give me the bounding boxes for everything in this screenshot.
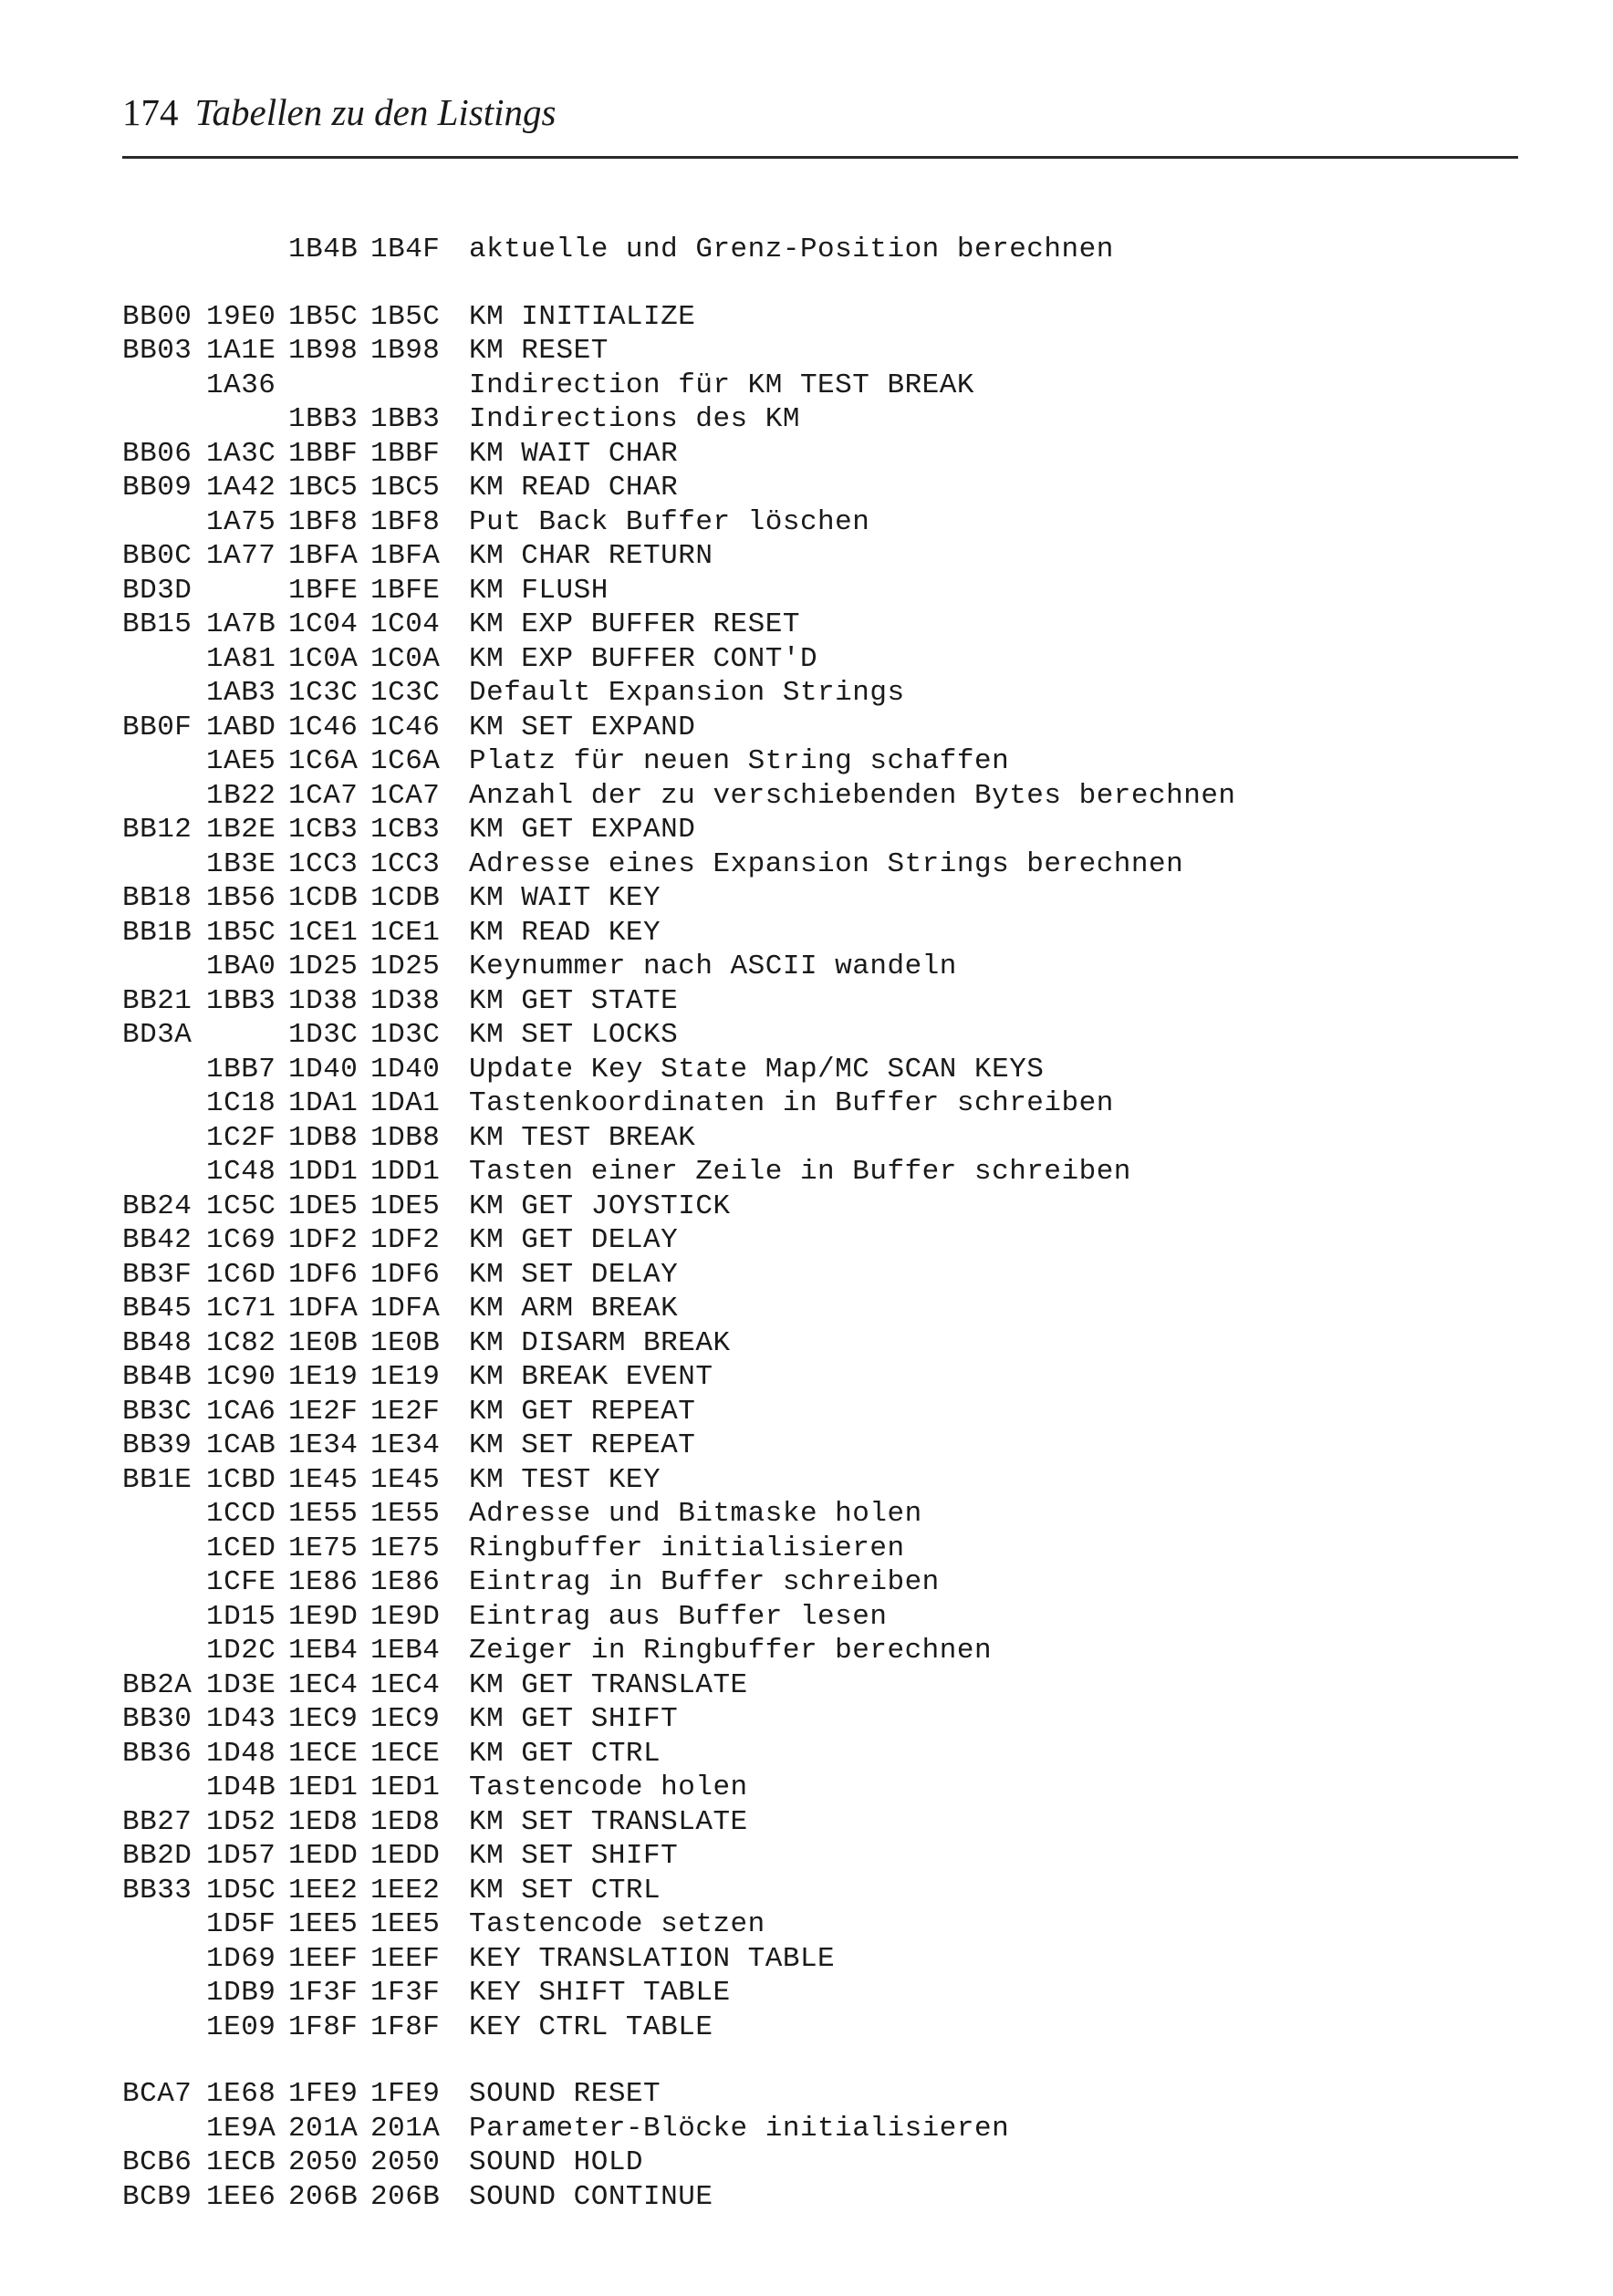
address-cpc664: 1C71 <box>206 1293 276 1325</box>
address-cpc664: 1ABD <box>206 711 276 743</box>
address-cpc664: 1ECB <box>206 2146 276 2178</box>
address-cpc464: BCB6 <box>122 2146 193 2178</box>
address-cpc6128-b: 1BFA <box>370 540 441 572</box>
address-cpc464: BB27 <box>122 1805 193 1838</box>
address-cpc664: 1C82 <box>206 1326 276 1359</box>
routine-description: KM GET CTRL <box>469 1737 661 1770</box>
address-cpc6128-a: 1D25 <box>288 951 359 982</box>
routine-description: SOUND CONTINUE <box>469 2180 713 2213</box>
address-cpc6128-b: 1EE2 <box>370 1874 441 1906</box>
address-cpc6128-b: 1E86 <box>370 1566 441 1598</box>
routine-description: Tastencode holen <box>469 1771 748 1803</box>
page-title: Tabellen zu den Listings <box>194 91 557 133</box>
address-cpc6128-b: 1EE5 <box>370 1908 441 1940</box>
address-cpc664: 1D52 <box>206 1805 276 1838</box>
address-cpc6128-b: 1DB8 <box>370 1121 441 1154</box>
address-cpc6128-a: 1E2F <box>288 1395 359 1428</box>
address-cpc464: BD3A <box>122 1019 193 1051</box>
routine-description: KM GET REPEAT <box>469 1395 696 1428</box>
address-cpc664: 1CA6 <box>206 1395 276 1428</box>
address-cpc6128-a: 1C04 <box>288 608 359 640</box>
address-cpc664: 1A3C <box>206 437 276 470</box>
address-cpc6128-a: 1CB3 <box>288 814 359 846</box>
address-cpc664: 1A77 <box>206 540 276 572</box>
routine-description: KM SET TRANSLATE <box>469 1805 748 1838</box>
routine-description: KM WAIT KEY <box>469 882 661 914</box>
address-cpc664: 1EE6 <box>206 2180 276 2213</box>
address-cpc6128-b: 1E9D <box>370 1600 441 1633</box>
routine-description: KM SET CTRL <box>469 1874 661 1906</box>
address-cpc6128-b: 1E45 <box>370 1463 441 1496</box>
routine-description: Keynummer nach ASCII wandeln <box>469 951 957 982</box>
address-cpc6128-a: 1E55 <box>288 1498 359 1530</box>
address-cpc6128-b: 1EC9 <box>370 1703 441 1735</box>
address-cpc6128-b: 1ED8 <box>370 1805 441 1838</box>
address-cpc464: BB48 <box>122 1326 193 1359</box>
address-cpc664: 1A7B <box>206 608 276 640</box>
address-cpc6128-a: 1BFA <box>288 540 359 572</box>
address-cpc6128-b: 1C04 <box>370 608 441 640</box>
address-cpc464: BB00 <box>122 300 193 333</box>
address-cpc6128-b: 201A <box>370 2112 441 2145</box>
address-cpc464: BB1B <box>122 916 193 949</box>
address-cpc664: 1AB3 <box>206 677 276 709</box>
routine-description: SOUND RESET <box>469 2078 661 2110</box>
address-cpc664: 1B56 <box>206 882 276 914</box>
address-cpc6128-a: 1C6A <box>288 745 359 777</box>
address-cpc464: BB03 <box>122 335 193 367</box>
address-cpc664: 1DB9 <box>206 1977 276 2009</box>
address-cpc464: BB33 <box>122 1874 193 1906</box>
routine-description: Indirections des KM <box>469 403 800 435</box>
address-cpc6128-a: 1BB3 <box>288 403 359 435</box>
address-cpc464: BB06 <box>122 437 193 470</box>
address-cpc6128-b: 1C0A <box>370 642 441 675</box>
address-cpc6128-b: 1E55 <box>370 1498 441 1530</box>
routine-description: Put Back Buffer löschen <box>469 505 870 538</box>
routine-description: KM BREAK EVENT <box>469 1361 713 1393</box>
address-cpc664: 19E0 <box>206 300 276 333</box>
address-cpc6128-b: 1BBF <box>370 437 441 470</box>
address-cpc6128-a: 1CC3 <box>288 847 359 880</box>
address-cpc6128-b: 1EDD <box>370 1840 441 1872</box>
address-cpc464: BB18 <box>122 882 193 914</box>
address-cpc6128-a: 1C0A <box>288 642 359 675</box>
routine-description: Tasten einer Zeile in Buffer schreiben <box>469 1156 1131 1188</box>
routine-description: KEY TRANSLATION TABLE <box>469 1942 836 1975</box>
address-cpc6128-b: 1E0B <box>370 1326 441 1359</box>
address-cpc6128-a: 1E19 <box>288 1361 359 1393</box>
address-cpc464: BCB9 <box>122 2180 193 2213</box>
address-cpc664: 1BA0 <box>206 951 276 982</box>
address-cpc664: 1BB7 <box>206 1053 276 1086</box>
routine-description: Platz für neuen String schaffen <box>469 745 1010 777</box>
routine-description: KM CHAR RETURN <box>469 540 713 572</box>
address-cpc6128-b: 1ED1 <box>370 1771 441 1803</box>
address-cpc6128-b: 1EC4 <box>370 1668 441 1701</box>
address-cpc6128-a: 1D40 <box>288 1053 359 1086</box>
address-cpc664: 1B5C <box>206 916 276 949</box>
address-cpc6128-a: 1DF2 <box>288 1224 359 1256</box>
address-cpc6128-b: 1B4F <box>370 234 441 265</box>
address-cpc6128-a: 1EB4 <box>288 1635 359 1667</box>
address-cpc6128-b: 1E75 <box>370 1532 441 1564</box>
routine-description: KM GET JOYSTICK <box>469 1190 731 1222</box>
routine-description: Ringbuffer initialisieren <box>469 1532 905 1564</box>
address-cpc464: BB09 <box>122 472 193 504</box>
address-cpc6128-a: 1E0B <box>288 1326 359 1359</box>
address-cpc664: 1CAB <box>206 1429 276 1461</box>
address-cpc464: BB2D <box>122 1840 193 1872</box>
address-cpc664: 1B3E <box>206 847 276 880</box>
routine-description: KM READ CHAR <box>469 472 679 504</box>
routine-description: KEY CTRL TABLE <box>469 2010 713 2043</box>
address-cpc6128-b: 1E34 <box>370 1429 441 1461</box>
routine-description: Anzahl der zu verschiebenden Bytes berechnen <box>469 779 1236 812</box>
address-cpc464: BB42 <box>122 1224 193 1256</box>
address-cpc464: BB24 <box>122 1190 193 1222</box>
address-cpc6128-a: 1FE9 <box>288 2078 359 2110</box>
address-cpc664: 1E09 <box>206 2010 276 2043</box>
address-cpc6128-b: 1DF2 <box>370 1224 441 1256</box>
address-cpc6128-a: 1EDD <box>288 1840 359 1872</box>
address-cpc464: BB21 <box>122 984 193 1017</box>
routine-description: KM WAIT CHAR <box>469 437 679 470</box>
address-cpc464: BB3F <box>122 1258 193 1291</box>
address-cpc664: 1D15 <box>206 1600 276 1633</box>
address-cpc664: 1D5C <box>206 1874 276 1906</box>
address-cpc664: 1C18 <box>206 1087 276 1119</box>
routine-description: KM TEST BREAK <box>469 1121 696 1154</box>
address-cpc6128-b: 1BC5 <box>370 472 441 504</box>
address-cpc664: 1D4B <box>206 1771 276 1803</box>
routine-description: KM SET SHIFT <box>469 1840 679 1872</box>
routine-description: KM TEST KEY <box>469 1463 661 1496</box>
routine-description: KM GET EXPAND <box>469 814 696 846</box>
address-cpc6128-b: 1D40 <box>370 1053 441 1086</box>
routine-description: KEY SHIFT TABLE <box>469 1977 731 2009</box>
address-cpc664: 1C6D <box>206 1258 276 1291</box>
address-cpc464: BD3D <box>122 574 193 607</box>
routine-description: Tastenkoordinaten in Buffer schreiben <box>469 1087 1114 1119</box>
address-cpc664: 1B22 <box>206 779 276 812</box>
address-cpc6128-a: 1C46 <box>288 711 359 743</box>
routine-description: SOUND HOLD <box>469 2146 644 2178</box>
address-cpc6128-b: 1C6A <box>370 745 441 777</box>
routine-description: Tastencode setzen <box>469 1908 765 1940</box>
routine-description: KM GET STATE <box>469 984 679 1017</box>
address-cpc6128-a: 1DF6 <box>288 1258 359 1291</box>
address-cpc664: 1AE5 <box>206 745 276 777</box>
address-cpc6128-a: 2050 <box>288 2146 359 2178</box>
address-cpc6128-a: 206B <box>288 2180 359 2213</box>
address-cpc6128-b: 1DFA <box>370 1293 441 1325</box>
address-cpc6128-a: 1EEF <box>288 1942 359 1975</box>
address-cpc664: 1A81 <box>206 642 276 675</box>
address-cpc6128-a: 1CDB <box>288 882 359 914</box>
address-cpc6128-b: 206B <box>370 2180 441 2213</box>
routine-description: Update Key State Map/MC SCAN KEYS <box>469 1053 1045 1086</box>
routine-description: KM EXP BUFFER CONT'D <box>469 642 818 675</box>
address-cpc464: BCA7 <box>122 2078 193 2110</box>
address-cpc6128-a: 1E34 <box>288 1429 359 1461</box>
address-cpc464: BB36 <box>122 1737 193 1770</box>
page-header <box>122 89 557 135</box>
address-cpc6128-a: 1D3C <box>288 1019 359 1051</box>
address-cpc6128-a: 1B98 <box>288 335 359 367</box>
address-cpc464: BB4B <box>122 1361 193 1393</box>
address-cpc6128-a: 1DA1 <box>288 1087 359 1119</box>
routine-description: KM RESET <box>469 335 609 367</box>
address-cpc6128-b: 2050 <box>370 2146 441 2178</box>
address-cpc6128-b: 1FE9 <box>370 2078 441 2110</box>
address-cpc6128-b: 1BFE <box>370 574 441 607</box>
address-cpc464: BB39 <box>122 1429 193 1461</box>
address-cpc6128-a: 1BC5 <box>288 472 359 504</box>
address-cpc6128-a: 1E45 <box>288 1463 359 1496</box>
page-number: 174 <box>122 91 179 133</box>
address-cpc464: BB3C <box>122 1395 193 1428</box>
address-cpc6128-a: 1BBF <box>288 437 359 470</box>
address-cpc664: 1D3E <box>206 1668 276 1701</box>
address-cpc6128-a: 1E9D <box>288 1600 359 1633</box>
routine-description: KM SET REPEAT <box>469 1429 696 1461</box>
routine-description: Zeiger in Ringbuffer berechnen <box>469 1635 993 1667</box>
address-cpc6128-a: 201A <box>288 2112 359 2145</box>
address-cpc464: BB2A <box>122 1668 193 1701</box>
address-cpc6128-a: 1EC9 <box>288 1703 359 1735</box>
routine-description: KM GET TRANSLATE <box>469 1668 748 1701</box>
routine-description: Parameter-Blöcke initialisieren <box>469 2112 1010 2145</box>
address-cpc664: 1C69 <box>206 1224 276 1256</box>
routine-description: KM READ KEY <box>469 916 661 949</box>
address-cpc6128-a: 1BF8 <box>288 505 359 538</box>
routine-description: KM EXP BUFFER RESET <box>469 608 800 640</box>
address-cpc464: BB15 <box>122 608 193 640</box>
address-cpc664: 1E9A <box>206 2112 276 2145</box>
routine-description: KM SET EXPAND <box>469 711 696 743</box>
routine-description: KM SET LOCKS <box>469 1019 679 1051</box>
address-cpc6128-b: 1C3C <box>370 677 441 709</box>
address-cpc6128-a: 1E86 <box>288 1566 359 1598</box>
address-cpc6128-b: 1D38 <box>370 984 441 1017</box>
address-cpc664: 1D48 <box>206 1737 276 1770</box>
address-cpc6128-b: 1B98 <box>370 335 441 367</box>
address-cpc664: 1CCD <box>206 1498 276 1530</box>
routine-description: KM ARM BREAK <box>469 1293 679 1325</box>
address-cpc464: BB0C <box>122 540 193 572</box>
routine-description: KM SET DELAY <box>469 1258 679 1291</box>
address-cpc664: 1D5F <box>206 1908 276 1940</box>
header-rule <box>122 156 1518 159</box>
address-cpc6128-b: 1F3F <box>370 1977 441 2009</box>
address-cpc664: 1A75 <box>206 505 276 538</box>
routine-description: KM GET DELAY <box>469 1224 679 1256</box>
address-cpc664: 1B2E <box>206 814 276 846</box>
address-cpc464: BB12 <box>122 814 193 846</box>
address-cpc6128-b: 1CDB <box>370 882 441 914</box>
address-cpc6128-a: 1EE5 <box>288 1908 359 1940</box>
address-cpc664: 1A1E <box>206 335 276 367</box>
routine-description: Indirection für KM TEST BREAK <box>469 369 974 401</box>
address-cpc6128-b: 1BF8 <box>370 505 441 538</box>
address-cpc6128-a: 1DE5 <box>288 1190 359 1222</box>
routine-description: Adresse und Bitmaske holen <box>469 1498 922 1530</box>
routine-description: Default Expansion Strings <box>469 677 905 709</box>
address-cpc464: BB30 <box>122 1703 193 1735</box>
address-cpc6128-b: 1F8F <box>370 2010 441 2043</box>
routine-description: Eintrag in Buffer schreiben <box>469 1566 940 1598</box>
address-cpc6128-b: 1EEF <box>370 1942 441 1975</box>
address-cpc664: 1A42 <box>206 472 276 504</box>
address-cpc6128-b: 1DF6 <box>370 1258 441 1291</box>
address-cpc6128-b: 1CE1 <box>370 916 441 949</box>
address-cpc6128-b: 1BB3 <box>370 403 441 435</box>
address-cpc6128-a: 1DD1 <box>288 1156 359 1188</box>
address-cpc464: BB1E <box>122 1463 193 1496</box>
address-cpc6128-b: 1B5C <box>370 300 441 333</box>
address-cpc6128-a: 1DB8 <box>288 1121 359 1154</box>
address-cpc6128-a: 1F3F <box>288 1977 359 2009</box>
address-cpc6128-b: 1DE5 <box>370 1190 441 1222</box>
address-cpc6128-b: 1DD1 <box>370 1156 441 1188</box>
address-cpc6128-a: 1B4B <box>288 234 359 265</box>
address-cpc6128-b: 1D3C <box>370 1019 441 1051</box>
address-cpc6128-a: 1D38 <box>288 984 359 1017</box>
address-cpc664: 1C5C <box>206 1190 276 1222</box>
address-cpc6128-a: 1BFE <box>288 574 359 607</box>
address-cpc664: 1E68 <box>206 2078 276 2110</box>
address-cpc6128-b: 1CA7 <box>370 779 441 812</box>
address-cpc6128-a: 1ECE <box>288 1737 359 1770</box>
address-cpc6128-a: 1CE1 <box>288 916 359 949</box>
address-cpc664: 1BB3 <box>206 984 276 1017</box>
address-cpc6128-b: 1D25 <box>370 951 441 982</box>
address-cpc6128-a: 1C3C <box>288 677 359 709</box>
routine-description: KM DISARM BREAK <box>469 1326 731 1359</box>
routine-description: KM GET SHIFT <box>469 1703 679 1735</box>
address-cpc664: 1C48 <box>206 1156 276 1188</box>
address-cpc664: 1D69 <box>206 1942 276 1975</box>
address-cpc464: BB45 <box>122 1293 193 1325</box>
address-cpc6128-b: 1ECE <box>370 1737 441 1770</box>
routine-description: Eintrag aus Buffer lesen <box>469 1600 888 1633</box>
address-cpc664: 1C2F <box>206 1121 276 1154</box>
address-cpc664: 1D43 <box>206 1703 276 1735</box>
address-cpc664: 1CFE <box>206 1566 276 1598</box>
address-cpc6128-b: 1CC3 <box>370 847 441 880</box>
address-cpc464: BB0F <box>122 711 193 743</box>
address-cpc6128-b: 1E2F <box>370 1395 441 1428</box>
address-cpc6128-a: 1B5C <box>288 300 359 333</box>
address-cpc6128-a: 1ED1 <box>288 1771 359 1803</box>
address-cpc6128-a: 1DFA <box>288 1293 359 1325</box>
address-cpc6128-b: 1C46 <box>370 711 441 743</box>
address-cpc664: 1CED <box>206 1532 276 1564</box>
address-cpc6128-a: 1ED8 <box>288 1805 359 1838</box>
address-cpc664: 1D57 <box>206 1840 276 1872</box>
routine-description: KM INITIALIZE <box>469 300 696 333</box>
routine-description: KM FLUSH <box>469 574 609 607</box>
address-cpc6128-b: 1DA1 <box>370 1087 441 1119</box>
routine-description: aktuelle und Grenz-Position berechnen <box>469 234 1114 265</box>
address-cpc6128-a: 1EC4 <box>288 1668 359 1701</box>
address-cpc6128-a: 1EE2 <box>288 1874 359 1906</box>
address-cpc6128-b: 1EB4 <box>370 1635 441 1667</box>
address-cpc664: 1A36 <box>206 369 276 401</box>
address-cpc6128-a: 1E75 <box>288 1532 359 1564</box>
routine-description: Adresse eines Expansion Strings berechnen <box>469 847 1184 880</box>
address-cpc664: 1D2C <box>206 1635 276 1667</box>
address-cpc664: 1CBD <box>206 1463 276 1496</box>
address-cpc6128-b: 1E19 <box>370 1361 441 1393</box>
address-cpc6128-a: 1F8F <box>288 2010 359 2043</box>
address-cpc6128-b: 1CB3 <box>370 814 441 846</box>
address-cpc664: 1C90 <box>206 1361 276 1393</box>
address-cpc6128-a: 1CA7 <box>288 779 359 812</box>
